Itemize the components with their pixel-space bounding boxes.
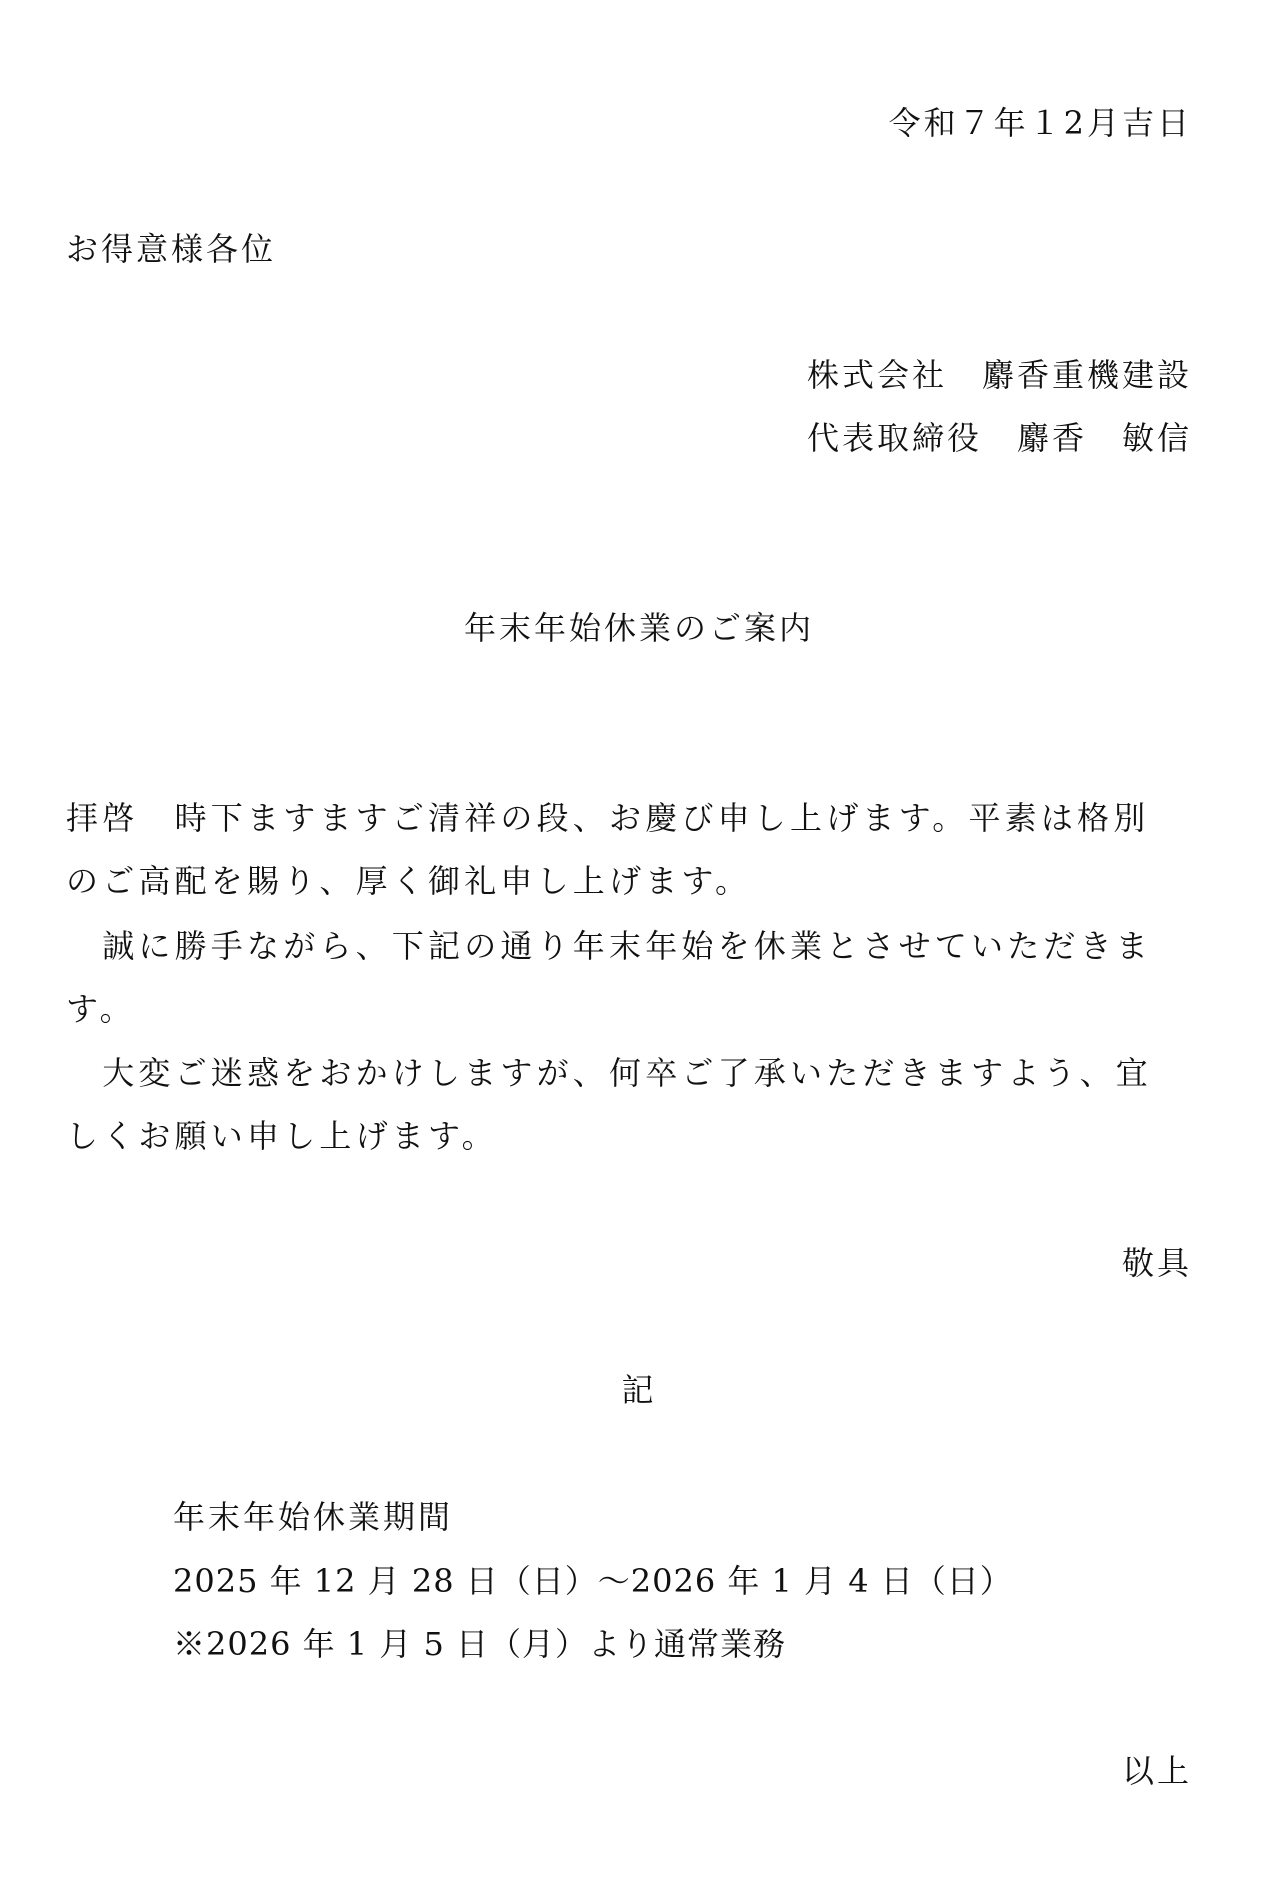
details-period: 2025 年 12 月 28 日（日）～2026 年 1 月 4 日（日） bbox=[173, 1562, 1013, 1600]
body-line-1: 拝啓 時下ますますご清祥の段、お慶び申し上げます。平素は格別 bbox=[66, 799, 1150, 837]
sender-representative: 代表取締役 麝香 敏信 bbox=[806, 419, 1192, 457]
body-line-3: 誠に勝手ながら、下記の通り年末年始を休業とさせていただきま bbox=[66, 927, 1153, 965]
details-heading: 年末年始休業期間 bbox=[173, 1498, 454, 1536]
body-line-2: のご高配を賜り、厚く御礼申し上げます。 bbox=[66, 862, 752, 900]
body-line-5: 大変ご迷惑をおかけしますが、何卒ご了承いただきますよう、宜 bbox=[66, 1054, 1153, 1092]
body-line-4: す。 bbox=[66, 990, 136, 1028]
addressee: お得意様各位 bbox=[66, 230, 277, 268]
date: 令和７年１2月吉日 bbox=[888, 104, 1192, 142]
document-title: 年末年始休業のご案内 bbox=[463, 609, 814, 647]
details-note: ※2026 年 1 月 5 日（月）より通常業務 bbox=[173, 1625, 787, 1663]
sender-company: 株式会社 麝香重機建設 bbox=[806, 356, 1192, 394]
ki-heading: 記 bbox=[621, 1371, 657, 1409]
closing: 敬具 bbox=[1121, 1244, 1192, 1282]
body-line-6: しくお願い申し上げます。 bbox=[66, 1117, 498, 1155]
end-mark: 以上 bbox=[1121, 1752, 1192, 1790]
